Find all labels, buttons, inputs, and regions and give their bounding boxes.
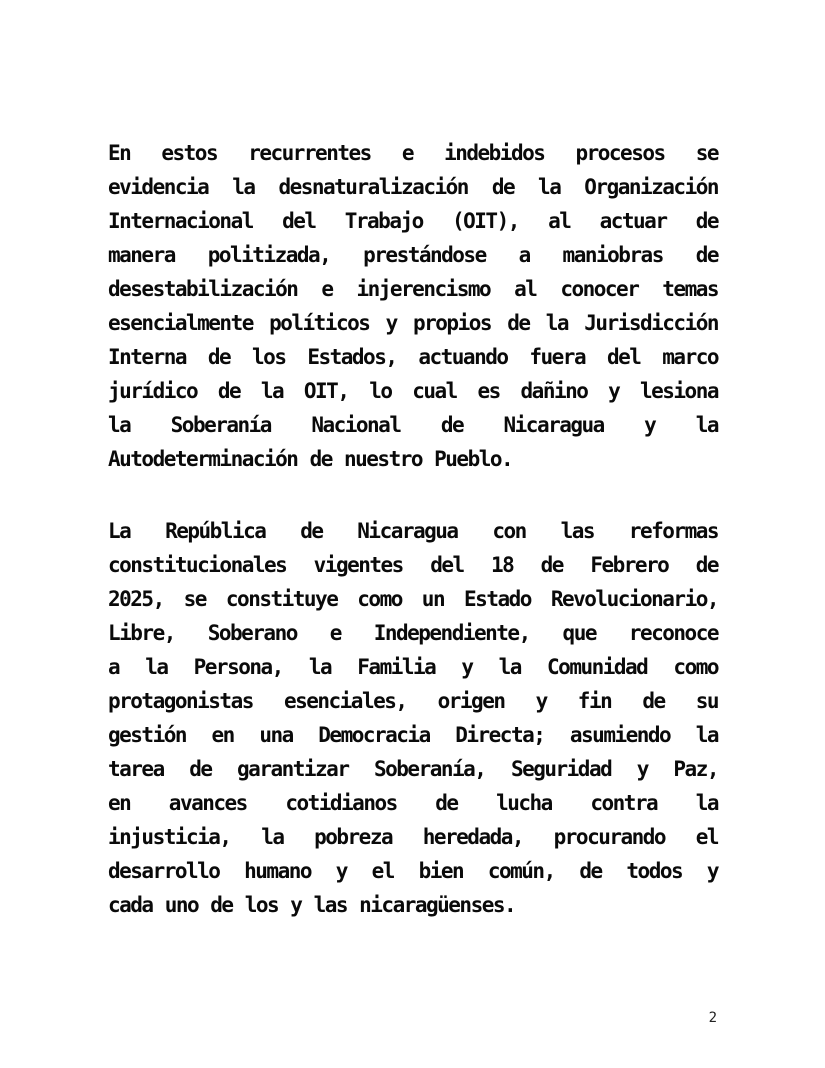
text-line: a la Persona, la Familia y la Comunidad como bbox=[108, 655, 718, 679]
text-line: Libre, Soberano e Independiente, que reconoce bbox=[108, 621, 718, 645]
text-line: La República de Nicaragua con las reformas bbox=[108, 519, 718, 543]
body-text bbox=[108, 136, 718, 922]
text-line: constitucionales vigentes del 18 de Febrero de bbox=[108, 553, 718, 577]
text-line: En estos recurrentes e indebidos procesos se bbox=[108, 141, 718, 165]
text-line: manera politizada, prestándose a maniobras de bbox=[108, 243, 718, 267]
paragraph-1 bbox=[108, 136, 718, 476]
text-line: Interna de los Estados, actuando fuera del marco bbox=[108, 345, 718, 369]
text-line: Autodeterminación de nuestro Pueblo. bbox=[108, 447, 513, 471]
text-line: esencialmente políticos y propios de la Jurisdicción bbox=[108, 311, 718, 335]
text-line: 2025, se constituye como un Estado Revolucionario, bbox=[108, 587, 718, 611]
text-line: Internacional del Trabajo (OIT), al actuar de bbox=[108, 209, 718, 233]
text-line: injusticia, la pobreza heredada, procurando el bbox=[108, 825, 718, 849]
text-line: tarea de garantizar Soberanía, Seguridad y Paz, bbox=[108, 757, 718, 781]
page-number: 2 bbox=[708, 1010, 717, 1026]
text-line: protagonistas esenciales, origen y fin de su bbox=[108, 689, 718, 713]
text-line: evidencia la desnaturalización de la Organización bbox=[108, 175, 718, 199]
text-line: jurídico de la OIT, lo cual es dañino y lesiona bbox=[108, 379, 718, 403]
text-line: la Soberanía Nacional de Nicaragua y la bbox=[108, 413, 718, 437]
text-line: desestabilización e injerencismo al conocer temas bbox=[108, 277, 718, 301]
paragraph-2 bbox=[108, 514, 718, 922]
text-line: cada uno de los y las nicaragüenses. bbox=[108, 893, 516, 917]
text-line: gestión en una Democracia Directa; asumiendo la bbox=[108, 723, 718, 747]
text-line: en avances cotidianos de lucha contra la bbox=[108, 791, 718, 815]
text-line: desarrollo humano y el bien común, de todos y bbox=[108, 859, 718, 883]
